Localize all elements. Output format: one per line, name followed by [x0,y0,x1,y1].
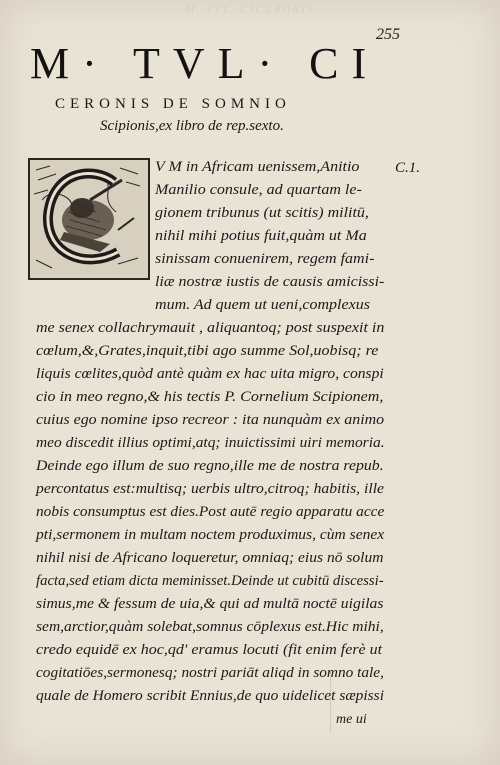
body-line: meo discedit illius optimi,atq; inuictissimi uiri memoria. [36,435,385,451]
margin-note: C.1. [395,160,421,176]
body-line: cœlum,&,Grates,inquit,tibi ago summe Sol,uobisq; re [36,343,379,359]
body-line: percontatus est:multisq; uerbis ultro,citroq; habitis, ille [36,481,384,497]
body-line: facta,sed etiam dicta meminisset.Deinde ut cubitū discessi- [36,573,384,589]
show-through-text: M. TVL. CICERONIS [185,4,315,16]
body-line: nobis consumptus est dies.Post autē regio apparatu acce [36,504,385,520]
body-line: pti,sermonem in multam noctem produximus, cùm senex [36,527,385,543]
body-line: nihil nisi de Africano loqueretur, omniaq; eius nō solum [36,550,384,566]
woodcut-initial-c [28,158,150,280]
page-subtitle: CERONIS DE SOMNIO [55,96,291,112]
body-line: cuius ego nomine ipso recreor : ita nunquàm ex animo [36,412,385,428]
body-line: Deinde ego illum de suo regno,ille me de nostra repub. [36,458,384,474]
body-line: liquis cœlites,quòd antè quàm ex hac uita migro, conspi [36,366,384,382]
body-line: liæ nostræ iustis de causis amicissi- [155,274,385,290]
catchword: me ui [336,712,367,727]
woodcut-illustration [30,160,144,274]
body-line: Manilio consule, ad quartam le- [155,182,362,198]
body-line: cio in meo regno,& his tectis P. Cornelium Scipionem, [36,389,384,405]
body-line: sinissam conuenirem, regem fami- [155,251,375,267]
body-line: mum. Ad quem ut ueni,complexus [155,297,370,313]
page-subtitle-italic: Scipionis,ex libro de rep.sexto. [100,118,284,134]
page-title: M· TVL· CI [30,39,380,88]
body-line: simus,me & fessum de uia,& qui ad multā noctē uigilas [36,596,384,612]
body-line: credo equidē ex hoc,qd' eramus locuti (fit enim ferè ut [36,642,383,658]
body-line: V M in Africam uenissem,Anitio [155,159,360,175]
body-line: gionem tribunus (ut scitis) militū, [155,205,369,221]
body-line: cogitatiōes,sermonesq; nostri pariāt aliqd in somno tale, [36,665,384,681]
body-line: nihil mihi potius fuit,quàm ut Ma [155,228,367,244]
body-line: me senex collachrymauit , aliquantoq; post suspexit in [36,320,385,336]
page-number: 255 [376,26,400,43]
body-line: sem,arctior,quàm solebat,somnus cōplexus est.Hic mihi, [36,619,384,635]
body-line: quale de Homero scribit Ennius,de quo uidelicet sæpissi [36,688,384,704]
